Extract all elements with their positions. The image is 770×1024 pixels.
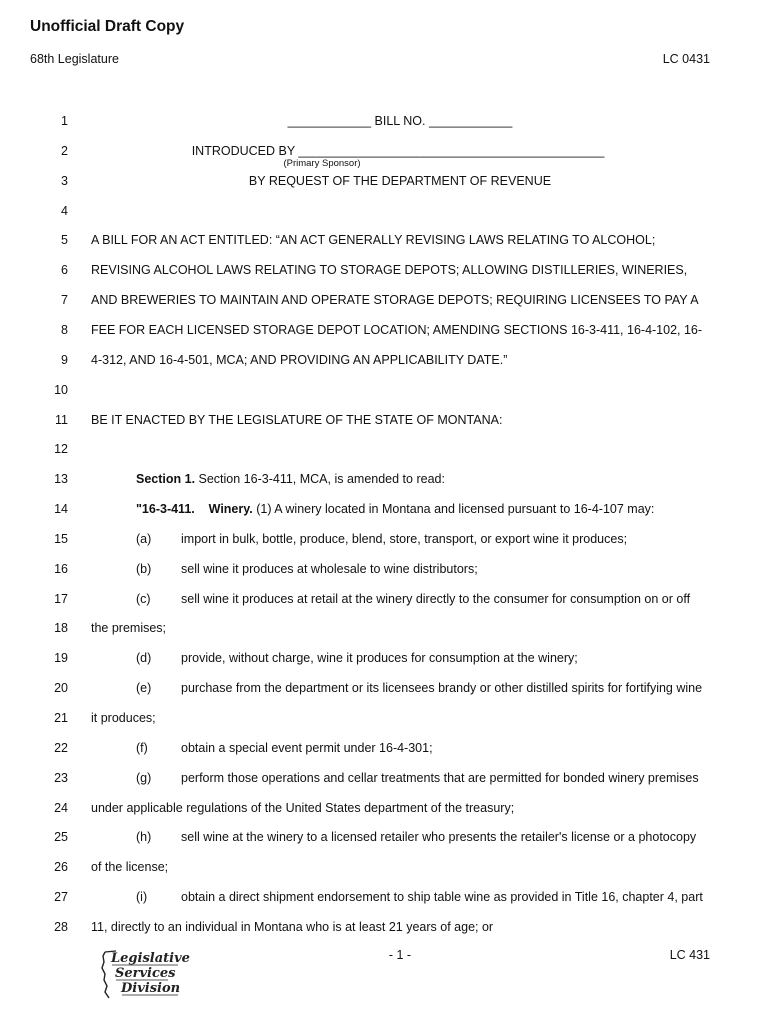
line-number: 12 (54, 442, 68, 457)
line-number: 16 (54, 561, 68, 576)
line-text: (1) A winery located in Montana and licensed pursuant to 16-4-107 may: (252, 502, 655, 517)
line-number: 20 (54, 681, 68, 696)
bill-line (0, 890, 770, 910)
bill-line (0, 233, 770, 253)
bill-line (0, 143, 770, 169)
line-number: 4 (61, 203, 68, 218)
line-number: 2 (61, 143, 68, 158)
bill-line (0, 801, 770, 821)
line-number: 24 (54, 800, 68, 815)
document-title: Unofficial Draft Copy (30, 18, 185, 35)
svg-text:Division: Division (121, 981, 181, 996)
line-text: sell wine at the winery to a licensed retailer who presents the retailer's license or a photocopy (181, 830, 697, 845)
line-text: it produces; (91, 711, 156, 725)
line-number: 18 (54, 621, 68, 636)
line-number: 27 (54, 890, 68, 905)
section-line (136, 472, 445, 486)
line-number: 15 (54, 531, 68, 546)
line-number: 23 (54, 770, 68, 785)
bill-line (0, 830, 770, 850)
legislature-label: 68th Legislature (30, 52, 119, 66)
bill-line (0, 413, 770, 433)
bill-line (0, 621, 770, 641)
primary-sponsor-note: (Primary Sponsor) (283, 157, 361, 169)
bill-line (0, 771, 770, 791)
svg-text:Services: Services (115, 966, 176, 981)
bill-line (0, 502, 770, 522)
bill-line (0, 592, 770, 612)
svg-text:Legislative: Legislative (111, 951, 190, 966)
legislative-services-division-logo (96, 946, 196, 1002)
line-text: FEE FOR EACH LICENSED STORAGE DEPOT LOCATION; AMENDING SECTIONS 16-3-411, 16-4-102, 16- (91, 322, 703, 337)
line-number: 11 (55, 412, 68, 427)
line-text: REVISING ALCOHOL LAWS RELATING TO STORAGE DEPOTS; ALLOWING DISTILLERIES, WINERIES, (91, 263, 688, 278)
bill-line (0, 383, 770, 403)
section-line (136, 502, 654, 516)
line-text: import in bulk, bottle, produce, blend, store, transport, or export wine it produces; (181, 531, 628, 546)
page-number: - 1 - (388, 948, 412, 962)
line-text: obtain a special event permit under 16-4-301; (181, 740, 433, 755)
line-number: 28 (54, 919, 68, 934)
subsection-label: (i) (136, 890, 148, 905)
bill-line (0, 204, 770, 224)
line-number: 14 (54, 502, 68, 517)
line-text: obtain a direct shipment endorsement to ship table wine as provided in Title 16, chapter 4, part (181, 890, 703, 905)
line-text: of the license; (91, 860, 169, 875)
bill-line (0, 651, 770, 671)
bill-line (0, 442, 770, 462)
subsection-label: (h) (136, 830, 152, 845)
line-number: 13 (54, 472, 68, 487)
line-number: 1 (61, 114, 68, 128)
subsection-label: (d) (136, 651, 152, 666)
subsection-label: (g) (136, 770, 152, 785)
line-text: 4-312, AND 16-4-501, MCA; AND PROVIDING AN APPLICABILITY DATE.” (91, 352, 508, 367)
lc-number-footer: LC 431 (669, 948, 710, 962)
subsection-label: (f) (136, 740, 148, 755)
section-heading: Section 1. (136, 472, 196, 487)
bill-line (0, 532, 770, 552)
subsection-label: (b) (136, 561, 152, 576)
line-text: Section 16-3-411, MCA, is amended to read: (195, 472, 445, 487)
line-text: BY REQUEST OF THE DEPARTMENT OF REVENUE (248, 173, 552, 188)
line-number: 7 (61, 293, 68, 308)
line-number: 6 (61, 263, 68, 278)
subsection-label: (e) (136, 681, 152, 696)
line-text: A BILL FOR AN ACT ENTITLED: “AN ACT GENERALLY REVISING LAWS RELATING TO ALCOHOL; (91, 233, 656, 248)
bill-line (0, 263, 770, 283)
lc-number-header: LC 0431 (662, 52, 710, 66)
line-number: 26 (54, 860, 68, 875)
subsection-label: (c) (136, 591, 151, 606)
line-text: INTRODUCED BY ____________________________________________ (191, 143, 605, 158)
bill-line (0, 562, 770, 582)
line-number: 17 (54, 591, 68, 606)
line-text: BE IT ENACTED BY THE LEGISLATURE OF THE STATE OF MONTANA: (91, 412, 503, 427)
bill-line (0, 681, 770, 701)
line-number: 22 (54, 740, 68, 755)
bill-line (0, 741, 770, 761)
line-number: 25 (54, 830, 68, 845)
bill-line (0, 323, 770, 343)
line-text: perform those operations and cellar treatments that are permitted for bonded winery premises (181, 770, 699, 785)
line-number: 5 (61, 233, 68, 248)
line-text: ____________ BILL NO. ____________ (287, 114, 513, 128)
line-text: AND BREWERIES TO MAINTAIN AND OPERATE STORAGE DEPOTS; REQUIRING LICENSEES TO PAY A (91, 293, 699, 308)
line-number: 10 (54, 382, 68, 397)
bill-line (0, 293, 770, 313)
line-number: 19 (54, 651, 68, 666)
line-number: 8 (61, 322, 68, 337)
line-text: sell wine it produces at retail at the winery directly to the consumer for consumption on or off (181, 591, 691, 606)
line-text: 11, directly to an individual in Montana who is at least 21 years of age; or (91, 919, 494, 934)
bill-line (0, 920, 770, 940)
line-number: 21 (54, 711, 68, 725)
line-text: sell wine it produces at wholesale to wine distributors; (181, 561, 478, 576)
section-heading: "16-3-411. Winery. (136, 502, 253, 517)
bill-line (0, 353, 770, 373)
bill-line (0, 174, 770, 194)
line-text: the premises; (91, 621, 167, 636)
bill-line (0, 472, 770, 492)
line-number: 9 (61, 352, 68, 367)
subsection-label: (a) (136, 531, 152, 546)
bill-line (0, 711, 770, 731)
line-text: purchase from the department or its licensees brandy or other distilled spirits for fortifying wine (181, 681, 703, 696)
line-text: provide, without charge, wine it produces for consumption at the winery; (181, 651, 578, 666)
bill-line (0, 860, 770, 880)
line-number: 3 (61, 173, 68, 188)
line-text: under applicable regulations of the United States department of the treasury; (91, 800, 515, 815)
bill-line (0, 114, 770, 134)
